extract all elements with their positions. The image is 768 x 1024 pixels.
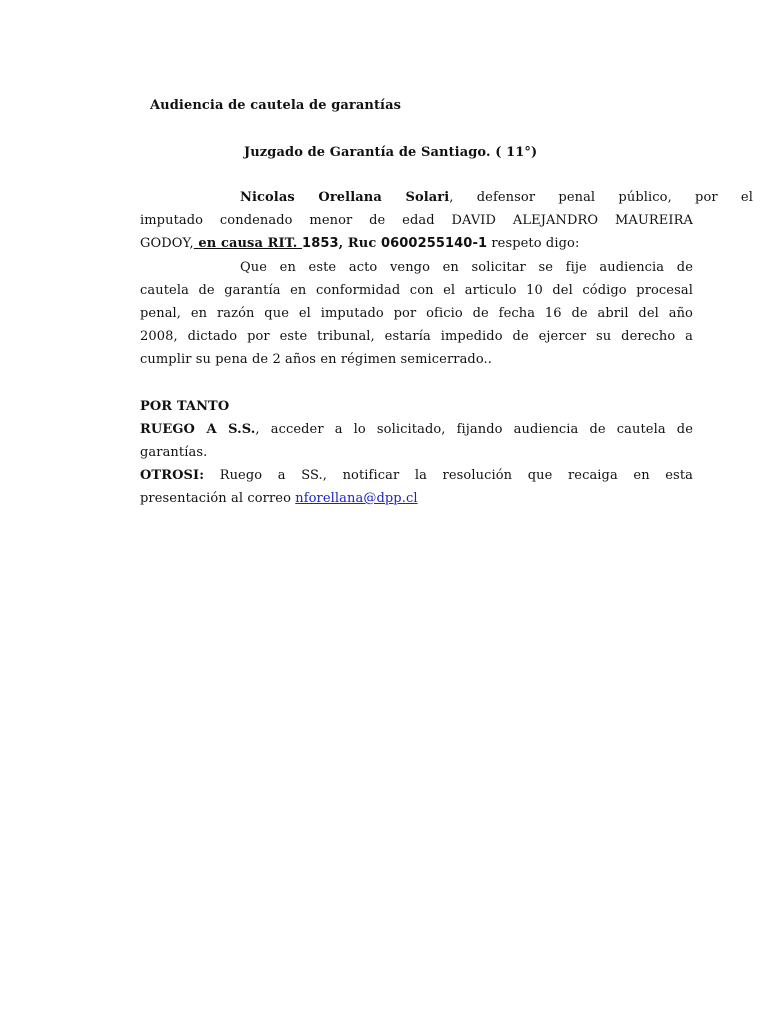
intro-line-2: imputado condenado menor de edad DAVID ALEJANDRO MAUREIRA <box>140 213 693 228</box>
intro-respeto: respeto digo: <box>487 236 580 251</box>
otrosi-line-2 <box>140 488 418 510</box>
document-heading: Audiencia de cautela de garantías <box>150 98 402 113</box>
email-link[interactable]: nforellana@dpp.cl <box>295 491 418 506</box>
ruego-line-1 <box>140 419 693 441</box>
otrosi-rest: Ruego a SS., notificar la resolución que recaiga en esta <box>204 468 693 483</box>
otrosi-line-2-text: presentación al correo <box>140 491 296 506</box>
ruc-number: 0600255140-1 <box>381 236 488 251</box>
ruego-rest: , acceder a lo solicitado, fijando audiencia de cautela de <box>255 422 693 437</box>
body-line-2: cautela de garantía en conformidad con el articulo 10 del código procesal <box>140 283 693 298</box>
body-line-3: penal, en razón que el imputado por oficio de fecha 16 de abril del año <box>140 306 693 321</box>
court-name: Juzgado de Garantía de Santiago. ( 11°) <box>244 145 538 160</box>
rit-number: 1853 <box>302 236 339 251</box>
body-line-1: Que en este acto vengo en solicitar se fije audiencia de <box>240 260 693 275</box>
intro-causa-label: en causa RIT. <box>193 236 303 251</box>
defender-name: Nicolas Orellana Solari <box>240 190 450 205</box>
por-tanto: POR TANTO <box>140 399 230 414</box>
ruego-label: RUEGO A S.S. <box>140 422 256 437</box>
intro-line-1-rest: , defensor penal público, por el <box>449 190 753 205</box>
intro-ruc-label: , Ruc <box>338 236 381 251</box>
body-line-4: 2008, dictado por este tribunal, estaría impedido de ejercer su derecho a <box>140 329 693 344</box>
intro-line-1 <box>240 187 753 209</box>
ruego-line-2: garantías. <box>140 445 208 460</box>
otrosi-label: OTROSI: <box>140 468 205 483</box>
otrosi-line-1 <box>140 465 693 487</box>
intro-line-3 <box>140 233 579 255</box>
body-line-5: cumplir su pena de 2 años en régimen semicerrado.. <box>140 352 493 367</box>
intro-godoy: GODOY, <box>140 236 194 251</box>
